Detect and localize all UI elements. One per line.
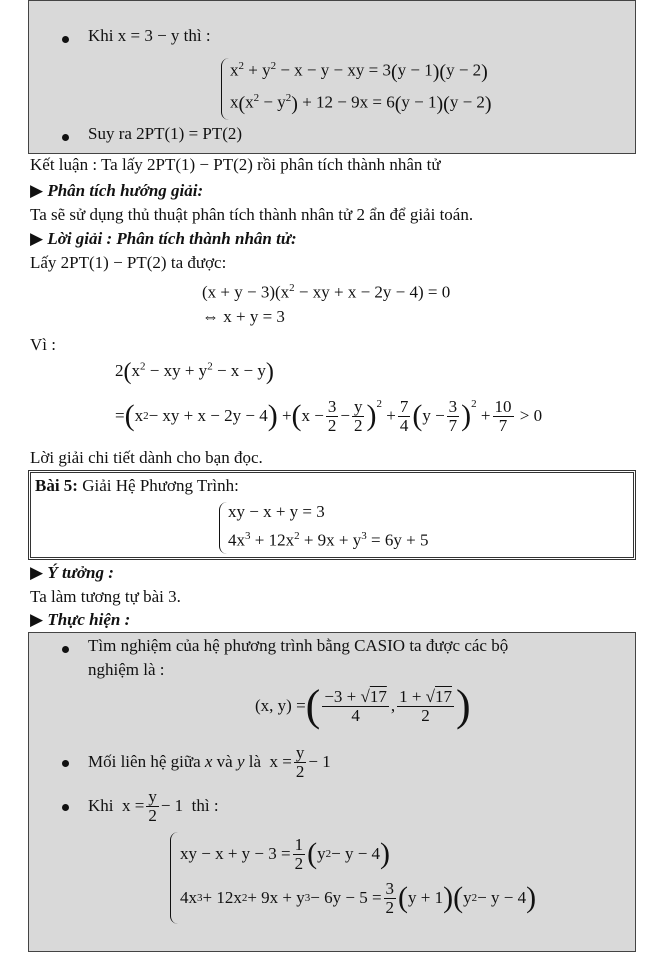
- box1-eq2: $x(x^2 - y^2) + 12 - 9x = 6(y - 1)(y - 2)$: [230, 92, 492, 115]
- triangle-icon: ▶: [30, 181, 44, 200]
- box2-eq2: 4x 3 + 12x 2 + 9x + y 3 − 6y − 5 = $\frac{3}{2}$ ( y + 1 ) ( y 2 − y − 4 ): [180, 879, 537, 917]
- box2-when: Khi x = $\frac{y}{2}$ − 1 thì :: [88, 787, 219, 825]
- box2-relation: Mối liên hệ giữa x và y là x = $\frac{y}{2}$ − 1: [88, 743, 331, 781]
- brace-icon: [170, 832, 179, 924]
- problem-5-eq2: $4x^3 + 12x^2 + 9x + y^3 = 6y + 5$: [228, 530, 429, 550]
- box2-solution: (x, y) = ( $\frac{-3 + √17}{4}$ , $\frac{1 + √17}{2}$ ): [255, 681, 471, 730]
- triangle-icon: ▶: [30, 610, 44, 629]
- solution-heading: ▶ Lời giải : Phân tích thành nhân tử:: [30, 229, 297, 248]
- bullet-icon: [62, 760, 69, 767]
- brace-icon: [221, 58, 230, 120]
- conclusion-text: Kết luận : Ta lấy 2PT(1) − PT(2) rồi phân tích thành nhân tử: [30, 155, 441, 174]
- inequality-line-1: $2(x^2$ − xy + $y^2 - x - y$): [115, 359, 274, 385]
- box1-line2: Suy ra 2PT(1) = PT(2): [88, 124, 243, 143]
- box1-line1: Khi x = 3 − y thì :: [88, 26, 211, 45]
- bullet-icon: [62, 134, 69, 141]
- box2-bullet1-line1: Tìm nghiệm của hệ phương trình bằng CASIO ta được các bộ: [88, 636, 509, 655]
- problem-5-title: Bài 5: Giải Hệ Phương Trình:: [35, 476, 239, 495]
- analysis-heading: ▶ Phân tích hướng giải:: [30, 181, 204, 200]
- box2-bullet1-line2: nghiệm là :: [88, 660, 165, 679]
- inequality-line-2: = ( x 2 − xy + x − 2y − 4 ) + ( x − $\frac{3}{2}$ − $\frac{y}{2}$ ) $^2$ + $\frac{7}{4}$ ( y − $\frac{3}{7}$ ) $^2$ + $\frac{10}{7}$ > 0: [115, 397, 543, 435]
- solution-equation-1: $(x + y - 3)(x^2$ − xy + x − 2y − 4) = 0: [202, 282, 451, 302]
- analysis-text: Ta sẽ sử dụng thủ thuật phân tích thành nhân tử 2 ẩn để giải toán.: [30, 205, 474, 224]
- triangle-icon: ▶: [30, 229, 44, 248]
- bullet-icon: [62, 646, 69, 653]
- implementation-heading: ▶ Thực hiện :: [30, 610, 131, 629]
- triangle-icon: ▶: [30, 563, 44, 582]
- bullet-icon: [62, 804, 69, 811]
- brace-icon: [219, 502, 228, 554]
- bullet-icon: [62, 36, 69, 43]
- box1-eq1: $x^2 + y^2 - x - y$ − xy = 3(y − 1)(y − 2): [230, 60, 488, 83]
- vi-label: Vì :: [30, 335, 56, 354]
- detail-text: Lời giải chi tiết dành cho bạn đọc.: [30, 448, 263, 467]
- idea-text: Ta làm tương tự bài 3.: [30, 587, 181, 606]
- solution-line: Lấy 2PT(1) − PT(2) ta được:: [30, 253, 227, 272]
- box2-eq1: xy − x + y − 3 = $\frac{1}{2}$ ( y 2 − y − 4 ): [180, 835, 391, 873]
- idea-heading: ▶ Ý tưởng :: [30, 563, 114, 582]
- solution-equation-2: ⇔ x + y = 3: [202, 307, 285, 326]
- problem-5-eq1: xy − x + y = 3: [228, 502, 325, 521]
